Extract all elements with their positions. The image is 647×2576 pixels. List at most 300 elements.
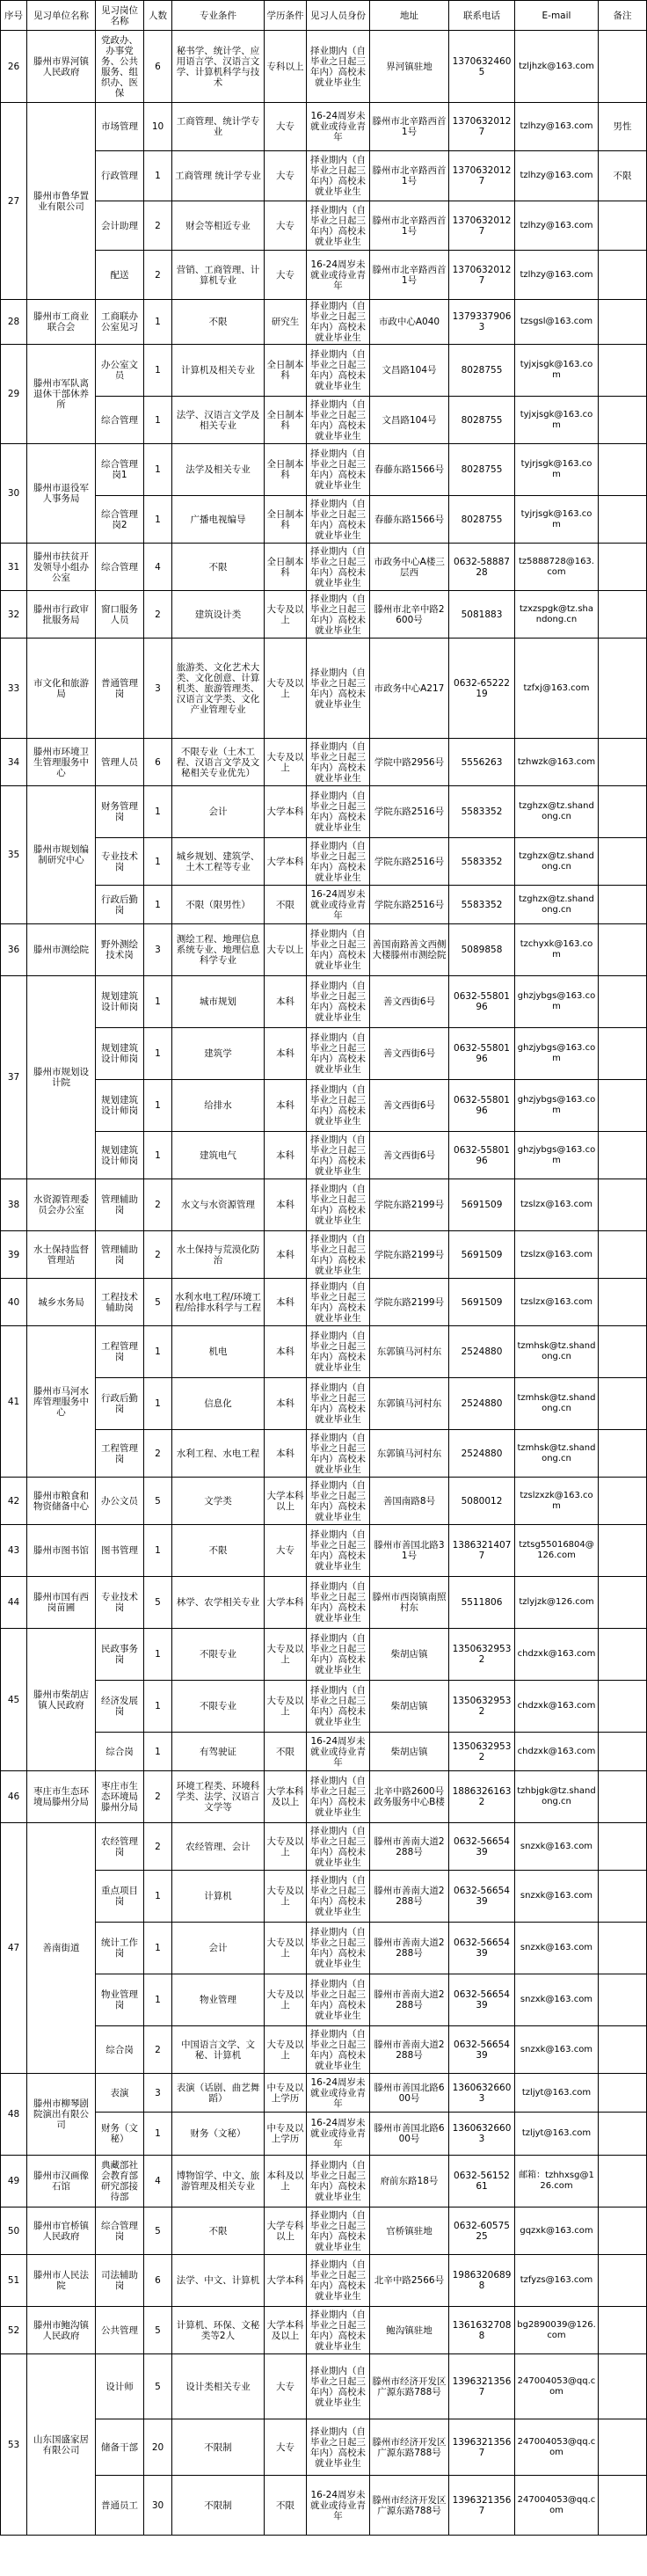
cell-post: 专业技术岗 [96, 1577, 144, 1629]
cell-phone: 13506329532 [449, 1629, 515, 1681]
header-serial: 序号 [1, 1, 27, 31]
cell-identity: 择业期内（自毕业之日起三年内）高校未就业毕业生 [307, 838, 370, 886]
cell-count: 1 [144, 1629, 172, 1681]
table-row [1, 1871, 647, 1923]
cell-address: 东郭镇马河村东 [370, 1430, 449, 1478]
cell-unit-name: 滕州市国有西岗苗圃 [27, 1577, 96, 1629]
cell-education: 大学本科 [265, 2255, 307, 2307]
cell-education: 大学本科 [265, 838, 307, 886]
cell-email: tzmhsk@tz.shandong.cn [515, 1326, 599, 1378]
cell-serial: 50 [1, 2207, 27, 2255]
cell-major: 不限专业 [172, 1681, 265, 1733]
cell-note: 不限 [599, 151, 647, 201]
cell-count: 5 [144, 2207, 172, 2255]
cell-major: 秘书学、统计学、应用语言学、汉语言文学、计算机科学与技术 [172, 31, 265, 103]
cell-address: 府前东路18号 [370, 2156, 449, 2207]
cell-email: ghzjybgs@163.com [515, 1132, 599, 1179]
cell-identity: 择业期内（自毕业之日起三年内）高校未就业毕业生 [307, 1771, 370, 1823]
cell-education: 大专及以上 [265, 1823, 307, 1871]
cell-address: 春藤东路1566号 [370, 444, 449, 496]
cell-major: 水利工程、水电工程 [172, 1430, 265, 1478]
cell-identity: 择业期内（自毕业之日起三年内）高校未就业毕业生 [307, 2156, 370, 2207]
cell-post: 规划建筑设计师岗 [96, 1132, 144, 1179]
cell-address: 滕州市经济开发区广源东路788号 [370, 2419, 449, 2476]
cell-address: 善文西街6号 [370, 1080, 449, 1132]
table-row [1, 976, 647, 1028]
cell-post: 工程管理岗 [96, 1326, 144, 1378]
cell-serial: 49 [1, 2156, 27, 2207]
cell-serial: 32 [1, 591, 27, 639]
cell-education: 大学本科及以上 [265, 1771, 307, 1823]
cell-post: 设计师 [96, 2354, 144, 2419]
cell-post: 重点项目岗 [96, 1871, 144, 1923]
cell-serial: 46 [1, 1771, 27, 1823]
cell-serial: 26 [1, 31, 27, 103]
cell-note [599, 2156, 647, 2207]
cell-note [599, 1132, 647, 1179]
cell-post: 民政事务岗 [96, 1629, 144, 1681]
table-row [1, 2419, 647, 2476]
cell-email: tzslzx@163.com [515, 1179, 599, 1231]
cell-major: 旅游类、文化艺术大类、文化创意、计算机类、旅游管理类、汉语言文学类、文化产业管理专业 [172, 639, 265, 739]
cell-identity: 择业期内（自毕业之日起三年内）高校未就业毕业生 [307, 1681, 370, 1733]
cell-education: 全日制本科 [265, 444, 307, 496]
cell-major: 不限 [172, 300, 265, 345]
cell-post: 会计助理 [96, 201, 144, 251]
cell-education: 大专及以上 [265, 1629, 307, 1681]
cell-count: 1 [144, 345, 172, 397]
cell-count: 2 [144, 1179, 172, 1231]
cell-unit-name: 滕州市鲍沟镇人民政府 [27, 2307, 96, 2354]
cell-education: 本科 [265, 1132, 307, 1179]
cell-identity: 择业期内（自毕业之日起三年内）高校未就业毕业生 [307, 2419, 370, 2476]
cell-note [599, 496, 647, 544]
cell-address: 滕州市西岗镇南照村东 [370, 1577, 449, 1629]
cell-identity: 择业期内（自毕业之日起三年内）高校未就业毕业生 [307, 1378, 370, 1430]
cell-post: 农经管理岗 [96, 1823, 144, 1871]
cell-education: 大专及以上 [265, 739, 307, 786]
cell-phone: 13706320127 [449, 151, 515, 201]
cell-note [599, 786, 647, 838]
cell-note [599, 1577, 647, 1629]
cell-address: 学院东路2516号 [370, 786, 449, 838]
cell-phone: 5583352 [449, 838, 515, 886]
table-row [1, 345, 647, 397]
cell-count: 1 [144, 1326, 172, 1378]
cell-unit-name: 山东国盛家居有限公司 [27, 2354, 96, 2536]
table-row [1, 1923, 647, 1974]
cell-note [599, 1231, 647, 1279]
cell-major: 计算机及相关专业 [172, 345, 265, 397]
table-row [1, 31, 647, 103]
cell-serial: 48 [1, 2074, 27, 2156]
cell-post: 规划建筑设计师岗 [96, 976, 144, 1028]
cell-count: 3 [144, 2074, 172, 2113]
cell-address: 善文西街6号 [370, 1028, 449, 1080]
table-row [1, 591, 647, 639]
cell-email: 247004053@qq.com [515, 2419, 599, 2476]
cell-phone: 0632-5665439 [449, 1823, 515, 1871]
cell-address: 北辛中路2566号 [370, 2255, 449, 2307]
cell-post: 枣庄市生态环境局滕州分局 [96, 1771, 144, 1823]
cell-email: tzghzx@tz.shandong.cn [515, 886, 599, 924]
header-address: 地址 [370, 1, 449, 31]
cell-identity: 择业期内（自毕业之日起三年内）高校未就业毕业生 [307, 1525, 370, 1577]
cell-identity: 择业期内（自毕业之日起三年内）高校未就业毕业生 [307, 444, 370, 496]
table-row [1, 2156, 647, 2207]
table-row [1, 1478, 647, 1525]
cell-note [599, 544, 647, 591]
cell-education: 大专及以上 [265, 1923, 307, 1974]
cell-major: 水土保持与荒漠化防治 [172, 1231, 265, 1279]
cell-address: 北辛中路2600号政务服务中心B楼 [370, 1771, 449, 1823]
cell-count: 1 [144, 976, 172, 1028]
cell-address: 界河镇驻地 [370, 31, 449, 103]
cell-count: 1 [144, 397, 172, 444]
cell-major: 表演（话剧、曲艺舞蹈） [172, 2074, 265, 2113]
cell-count: 5 [144, 2307, 172, 2354]
cell-unit-name: 城乡水务局 [27, 1279, 96, 1326]
cell-email: tzmhsk@tz.shandong.cn [515, 1378, 599, 1430]
cell-major: 不限 [172, 544, 265, 591]
cell-education: 大专 [265, 151, 307, 201]
table-row [1, 1681, 647, 1733]
table-row [1, 1132, 647, 1179]
cell-major: 不限 [172, 1525, 265, 1577]
cell-unit-name: 滕州市图书馆 [27, 1525, 96, 1577]
cell-post: 普通员工 [96, 2476, 144, 2536]
cell-education: 全日制本科 [265, 345, 307, 397]
table-row [1, 1231, 647, 1279]
cell-education: 专科以上 [265, 31, 307, 103]
cell-education: 大专及以上 [265, 2026, 307, 2074]
cell-unit-name: 滕州市界河镇人民政府 [27, 31, 96, 103]
cell-major: 不限（限男性） [172, 886, 265, 924]
cell-address: 滕州市善南大道2288号 [370, 1823, 449, 1871]
cell-count: 2 [144, 251, 172, 300]
cell-note [599, 2255, 647, 2307]
cell-education: 中专及以上学历 [265, 2113, 307, 2156]
cell-address: 学院东路2199号 [370, 1231, 449, 1279]
cell-serial: 53 [1, 2354, 27, 2536]
cell-address: 滕州市善南大道2288号 [370, 1974, 449, 2026]
cell-unit-name: 滕州市测绘院 [27, 924, 96, 976]
cell-address: 滕州市北辛路西首1号 [370, 151, 449, 201]
cell-education: 大学本科以上 [265, 1478, 307, 1525]
cell-major: 不限制 [172, 2476, 265, 2536]
cell-identity: 择业期内（自毕业之日起三年内）高校未就业毕业生 [307, 1080, 370, 1132]
cell-note [599, 1378, 647, 1430]
cell-count: 3 [144, 924, 172, 976]
cell-major: 不限 [172, 2207, 265, 2255]
cell-email: tzsgsl@163.com [515, 300, 599, 345]
cell-education: 本科 [265, 1279, 307, 1326]
table-row [1, 1733, 647, 1771]
cell-major: 财会等相近专业 [172, 201, 265, 251]
cell-email: 247004053@qq.com [515, 2476, 599, 2536]
cell-identity: 择业期内（自毕业之日起三年内）高校未就业毕业生 [307, 544, 370, 591]
cell-major: 林学、农学相关专业 [172, 1577, 265, 1629]
cell-email: 邮箱：tzhhxsg@126.com [515, 2156, 599, 2207]
header-note: 备注 [599, 1, 647, 31]
cell-education: 大专及以上 [265, 591, 307, 639]
cell-phone: 13606326603 [449, 2074, 515, 2113]
cell-education: 大专及以上 [265, 1681, 307, 1733]
table-row [1, 300, 647, 345]
cell-identity: 择业期内（自毕业之日起三年内）高校未就业毕业生 [307, 1430, 370, 1478]
cell-count: 6 [144, 739, 172, 786]
cell-note [599, 345, 647, 397]
cell-identity: 择业期内（自毕业之日起三年内）高校未就业毕业生 [307, 1974, 370, 2026]
cell-address: 学院东路2199号 [370, 1279, 449, 1326]
cell-note [599, 1279, 647, 1326]
cell-email: tzlhzy@163.com [515, 151, 599, 201]
cell-address: 东郭镇马河村东 [370, 1378, 449, 1430]
header-major: 专业条件 [172, 1, 265, 31]
cell-major: 有驾驶证 [172, 1733, 265, 1771]
cell-note [599, 2207, 647, 2255]
cell-address: 鲍沟镇驻地 [370, 2307, 449, 2354]
cell-phone: 13606326603 [449, 2113, 515, 2156]
cell-phone: 5556263 [449, 739, 515, 786]
table-header [1, 1, 647, 31]
cell-phone: 0632-5665439 [449, 1974, 515, 2026]
cell-education: 大专 [265, 2354, 307, 2419]
cell-identity: 择业期内（自毕业之日起三年内）高校未就业毕业生 [307, 201, 370, 251]
cell-address: 滕州市北辛路西首1号 [370, 103, 449, 151]
cell-phone: 13506329532 [449, 1681, 515, 1733]
header-email: E-mail [515, 1, 599, 31]
cell-note [599, 739, 647, 786]
cell-address: 滕州市经济开发区广源东路788号 [370, 2354, 449, 2419]
cell-post: 专业技术岗 [96, 838, 144, 886]
cell-major: 不限制 [172, 2419, 265, 2476]
cell-address: 学院东路2516号 [370, 838, 449, 886]
cell-email: ghzjybgs@163.com [515, 1028, 599, 1080]
cell-identity: 择业期内（自毕业之日起三年内）高校未就业毕业生 [307, 591, 370, 639]
table-row [1, 2255, 647, 2307]
cell-major: 环境工程类、环境科学类、法学、汉语言文学等 [172, 1771, 265, 1823]
cell-phone: 0632-6522219 [449, 639, 515, 739]
cell-major: 城市规划 [172, 976, 265, 1028]
cell-phone: 8028755 [449, 444, 515, 496]
cell-count: 1 [144, 1080, 172, 1132]
cell-email: tzhwzk@163.com [515, 739, 599, 786]
cell-education: 本科及以上 [265, 2156, 307, 2207]
cell-email: tzfxj@163.com [515, 639, 599, 739]
cell-major: 信息化 [172, 1378, 265, 1430]
table-row [1, 251, 647, 300]
cell-major: 设计类相关专业 [172, 2354, 265, 2419]
table-row [1, 1028, 647, 1080]
cell-education: 本科 [265, 1231, 307, 1279]
cell-post: 办公室文员 [96, 345, 144, 397]
header-count: 人数 [144, 1, 172, 31]
cell-note [599, 886, 647, 924]
cell-education: 大学专科以上 [265, 2207, 307, 2255]
cell-count: 1 [144, 1378, 172, 1430]
cell-education: 全日制本科 [265, 544, 307, 591]
cell-major: 给排水 [172, 1080, 265, 1132]
cell-serial: 38 [1, 1179, 27, 1231]
cell-count: 1 [144, 1028, 172, 1080]
table-row [1, 2074, 647, 2113]
cell-post: 图书管理 [96, 1525, 144, 1577]
cell-note [599, 1733, 647, 1771]
table-row [1, 2476, 647, 2536]
cell-serial: 30 [1, 444, 27, 544]
cell-post: 管理人员 [96, 739, 144, 786]
cell-email: tztsg55016804@126.com [515, 1525, 599, 1577]
table-row [1, 1378, 647, 1430]
cell-email: ghzjybgs@163.com [515, 1080, 599, 1132]
cell-email: tz5888728@163.com [515, 544, 599, 591]
cell-address: 春藤东路1566号 [370, 496, 449, 544]
table-row [1, 1080, 647, 1132]
cell-major: 工商管理 统计学专业 [172, 151, 265, 201]
cell-email: tzxzspgk@tz.shandong.cn [515, 591, 599, 639]
header-phone: 联系电话 [449, 1, 515, 31]
cell-post: 市场管理 [96, 103, 144, 151]
cell-unit-name: 滕州市军队离退休干部休养所 [27, 345, 96, 444]
cell-phone: 13506329532 [449, 1733, 515, 1771]
cell-count: 2 [144, 1231, 172, 1279]
cell-post: 典藏部社会教育部研究部接待部 [96, 2156, 144, 2207]
cell-identity: 择业期内（自毕业之日起三年内）高校未就业毕业生 [307, 1923, 370, 1974]
cell-count: 5 [144, 2354, 172, 2419]
cell-note [599, 1080, 647, 1132]
cell-note [599, 591, 647, 639]
cell-count: 10 [144, 103, 172, 151]
cell-note [599, 1823, 647, 1871]
cell-address: 滕州市北辛中路2600号 [370, 591, 449, 639]
cell-identity: 16-24周岁未就业或待业青年 [307, 2074, 370, 2113]
cell-count: 1 [144, 151, 172, 201]
table-row [1, 639, 647, 739]
table-row [1, 786, 647, 838]
cell-count: 1 [144, 1733, 172, 1771]
table-row [1, 103, 647, 151]
cell-serial: 37 [1, 976, 27, 1179]
cell-education: 全日制本科 [265, 496, 307, 544]
cell-note [599, 1871, 647, 1923]
cell-post: 行政后勤岗 [96, 886, 144, 924]
cell-education: 本科 [265, 1080, 307, 1132]
cell-serial: 34 [1, 739, 27, 786]
cell-count: 1 [144, 1923, 172, 1974]
cell-address: 善国南路8号 [370, 1478, 449, 1525]
cell-identity: 择业期内（自毕业之日起三年内）高校未就业毕业生 [307, 151, 370, 201]
table-row [1, 397, 647, 444]
cell-count: 1 [144, 1132, 172, 1179]
cell-note [599, 2026, 647, 2074]
cell-serial: 27 [1, 103, 27, 300]
table-row [1, 739, 647, 786]
cell-address: 文昌路104号 [370, 397, 449, 444]
table-row [1, 886, 647, 924]
cell-unit-name: 水资源管理委员会办公室 [27, 1179, 96, 1231]
cell-identity: 择业期内（自毕业之日起三年内）高校未就业毕业生 [307, 1629, 370, 1681]
table-body [1, 31, 647, 2536]
cell-unit-name: 滕州市官桥镇人民政府 [27, 2207, 96, 2255]
cell-phone: 0632-5888728 [449, 544, 515, 591]
cell-email: tzhbjgk@tz.shandong.cn [515, 1771, 599, 1823]
cell-note: 男性 [599, 103, 647, 151]
cell-education: 大专及以上 [265, 639, 307, 739]
cell-post: 工程技术辅助岗 [96, 1279, 144, 1326]
cell-unit-name: 滕州市粮食和物资储备中心 [27, 1478, 96, 1525]
cell-note [599, 2419, 647, 2476]
table-row [1, 1279, 647, 1326]
cell-note [599, 976, 647, 1028]
cell-identity: 16-24周岁未就业或待业青年 [307, 2476, 370, 2536]
cell-note [599, 1974, 647, 2026]
cell-count: 5 [144, 1478, 172, 1525]
cell-phone: 13963213567 [449, 2476, 515, 2536]
cell-phone: 5583352 [449, 886, 515, 924]
cell-major: 会计 [172, 1923, 265, 1974]
cell-email: snzxk@163.com [515, 2026, 599, 2074]
table-row [1, 544, 647, 591]
cell-education: 全日制本科 [265, 397, 307, 444]
cell-address: 滕州市善国北路600号 [370, 2113, 449, 2156]
cell-email: tyjxjsgk@163.com [515, 345, 599, 397]
cell-post: 统计工作岗 [96, 1923, 144, 1974]
cell-serial: 40 [1, 1279, 27, 1326]
cell-phone: 0632-6057525 [449, 2207, 515, 2255]
cell-phone: 13706320127 [449, 201, 515, 251]
cell-address: 市政务中心A217 [370, 639, 449, 739]
cell-count: 1 [144, 1871, 172, 1923]
cell-address: 官桥镇驻地 [370, 2207, 449, 2255]
table-row [1, 1771, 647, 1823]
cell-count: 30 [144, 2476, 172, 2536]
cell-email: gqzxk@163.com [515, 2207, 599, 2255]
cell-post: 财务（文秘） [96, 2113, 144, 2156]
cell-identity: 择业期内（自毕业之日起三年内）高校未就业毕业生 [307, 786, 370, 838]
cell-serial: 41 [1, 1326, 27, 1478]
cell-identity: 择业期内（自毕业之日起三年内）高校未就业毕业生 [307, 1132, 370, 1179]
cell-major: 工商管理、统计学专业 [172, 103, 265, 151]
cell-note [599, 300, 647, 345]
cell-count: 2 [144, 1823, 172, 1871]
cell-phone: 0632-5665439 [449, 2026, 515, 2074]
cell-unit-name: 滕州市退役军人事务局 [27, 444, 96, 544]
cell-phone: 0632-5615261 [449, 2156, 515, 2207]
cell-email: tzmhsk@tz.shandong.cn [515, 1430, 599, 1478]
table-row [1, 1974, 647, 2026]
cell-count: 5 [144, 1279, 172, 1326]
cell-address: 东郭镇马河村东 [370, 1326, 449, 1378]
cell-unit-name: 滕州市扶贫开发领导小组办公室 [27, 544, 96, 591]
cell-note [599, 1478, 647, 1525]
table-row [1, 924, 647, 976]
cell-serial: 51 [1, 2255, 27, 2307]
cell-phone: 0632-5580196 [449, 976, 515, 1028]
cell-note [599, 1028, 647, 1080]
table-row [1, 838, 647, 886]
header-unit-name: 见习单位名称 [27, 1, 96, 31]
cell-count: 1 [144, 300, 172, 345]
cell-address: 学院中路2956号 [370, 739, 449, 786]
table-row [1, 1326, 647, 1378]
cell-count: 1 [144, 838, 172, 886]
table-row [1, 2207, 647, 2255]
cell-email: tzslzx@163.com [515, 1279, 599, 1326]
table-row [1, 444, 647, 496]
cell-education: 中专及以上学历 [265, 2074, 307, 2113]
cell-count: 1 [144, 786, 172, 838]
